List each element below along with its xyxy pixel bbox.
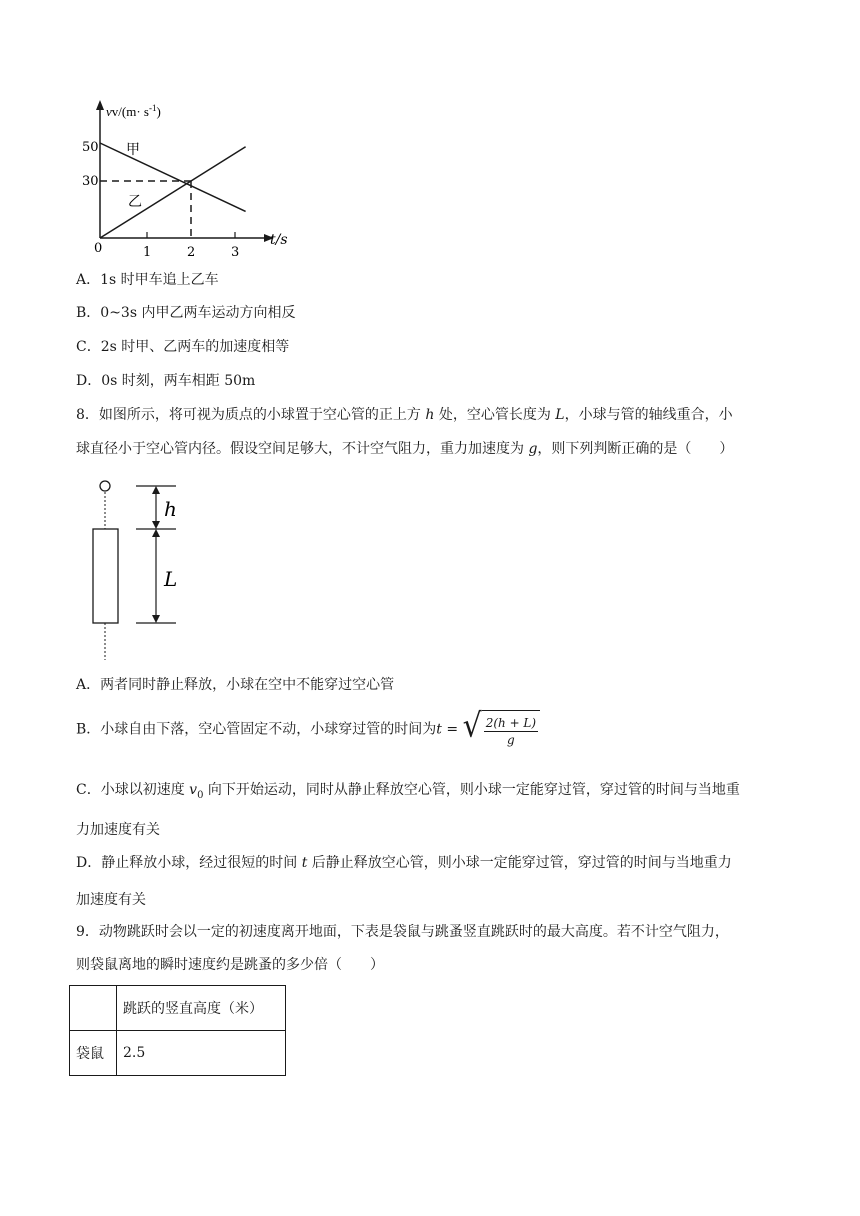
q7-option-d: D．0s 时刻，两车相距 50m xyxy=(76,373,256,389)
table-header: 跳跃的竖直高度（米） xyxy=(117,986,286,1031)
q8-stem-line-1: 8．如图所示，将可视为质点的小球置于空心管的正上方 h 处，空心管长度为 L，小球与管的轴线重合，小 xyxy=(76,407,733,423)
table-row-label: 袋鼠 xyxy=(70,1031,117,1076)
sqrt-formula: √ $\frac{2(h + L)}{g}$ xyxy=(463,710,541,749)
x-tick-label-3: 3 xyxy=(231,245,240,258)
series-line-jia xyxy=(100,143,246,211)
ball xyxy=(100,481,110,491)
series-label-jia: 甲 xyxy=(126,142,140,158)
x-axis-label: t/s xyxy=(270,232,288,248)
q8-option-a: A．两者同时静止释放，小球在空中不能穿过空心管 xyxy=(76,677,395,693)
table-row-value: 2.5 xyxy=(117,1031,286,1076)
velocity-time-graph xyxy=(76,98,296,258)
q8-stem-line-2: 球直径小于空心管内径。假设空间足够大，不计空气阻力，重力加速度为 g，则下列判断正确的是（ ） xyxy=(76,441,734,457)
figure-label-h: h xyxy=(164,497,177,521)
y-tick-50: 50 xyxy=(82,140,99,155)
x-tick-label-2: 2 xyxy=(187,245,196,258)
dimension-L-arrow-up xyxy=(152,529,160,537)
series-line-yi xyxy=(100,147,246,238)
dimension-h-arrow-up xyxy=(152,486,160,494)
q8-option-d-line-1: D．静止释放小球，经过很短的时间 t 后静止释放空心管，则小球一定能穿过管，穿过管的时间与当地重力 xyxy=(76,855,732,871)
q8-option-d-line-2: 加速度有关 xyxy=(76,892,146,908)
q8-option-c-line-2: 力加速度有关 xyxy=(76,822,160,838)
q8-option-c-line-1: C．小球以初速度 $v_0$ 向下开始运动，同时从静止释放空心管，则小球一定能穿过管，穿过管的时间与当地重 xyxy=(76,782,740,801)
y-tick-30: 30 xyxy=(82,174,99,189)
x-tick-label-1: 1 xyxy=(143,245,152,258)
q9-stem-line-1: 9．动物跳跃时会以一定的初速度离开地面，下表是袋鼠与跳蚤竖直跳跃时的最大高度。若不计空气阻力， xyxy=(76,924,729,940)
jump-height-table xyxy=(69,985,286,1076)
dimension-L-arrow-down xyxy=(152,615,160,623)
q7-option-c: C．2s 时甲、乙两车的加速度相等 xyxy=(76,339,290,355)
q8-option-b: B．小球自由下落，空心管固定不动，小球穿过管的时间为t = √ $\frac{2(h + L)}{g}$ xyxy=(76,710,540,749)
q7-option-b: B．0~3s 内甲乙两车运动方向相反 xyxy=(76,305,296,321)
hollow-tube xyxy=(93,529,118,623)
figure-label-L: L xyxy=(164,567,178,591)
q7-option-a: A．1s 时甲车追上乙车 xyxy=(76,272,219,288)
dimension-h-arrow-down xyxy=(152,521,160,529)
ball-tube-figure xyxy=(80,474,200,664)
table-cell-empty xyxy=(70,986,117,1031)
y-axis-arrow xyxy=(96,100,104,110)
y-axis-label: $vv/(m\cdot s^{-1})$ xyxy=(106,103,161,119)
q9-stem-line-2: 则袋鼠离地的瞬时速度约是跳蚤的多少倍（ ） xyxy=(76,957,384,973)
series-label-yi: 乙 xyxy=(128,194,142,210)
table-row xyxy=(70,1031,286,1076)
origin-label: 0 xyxy=(94,241,103,256)
table-row xyxy=(70,986,286,1031)
